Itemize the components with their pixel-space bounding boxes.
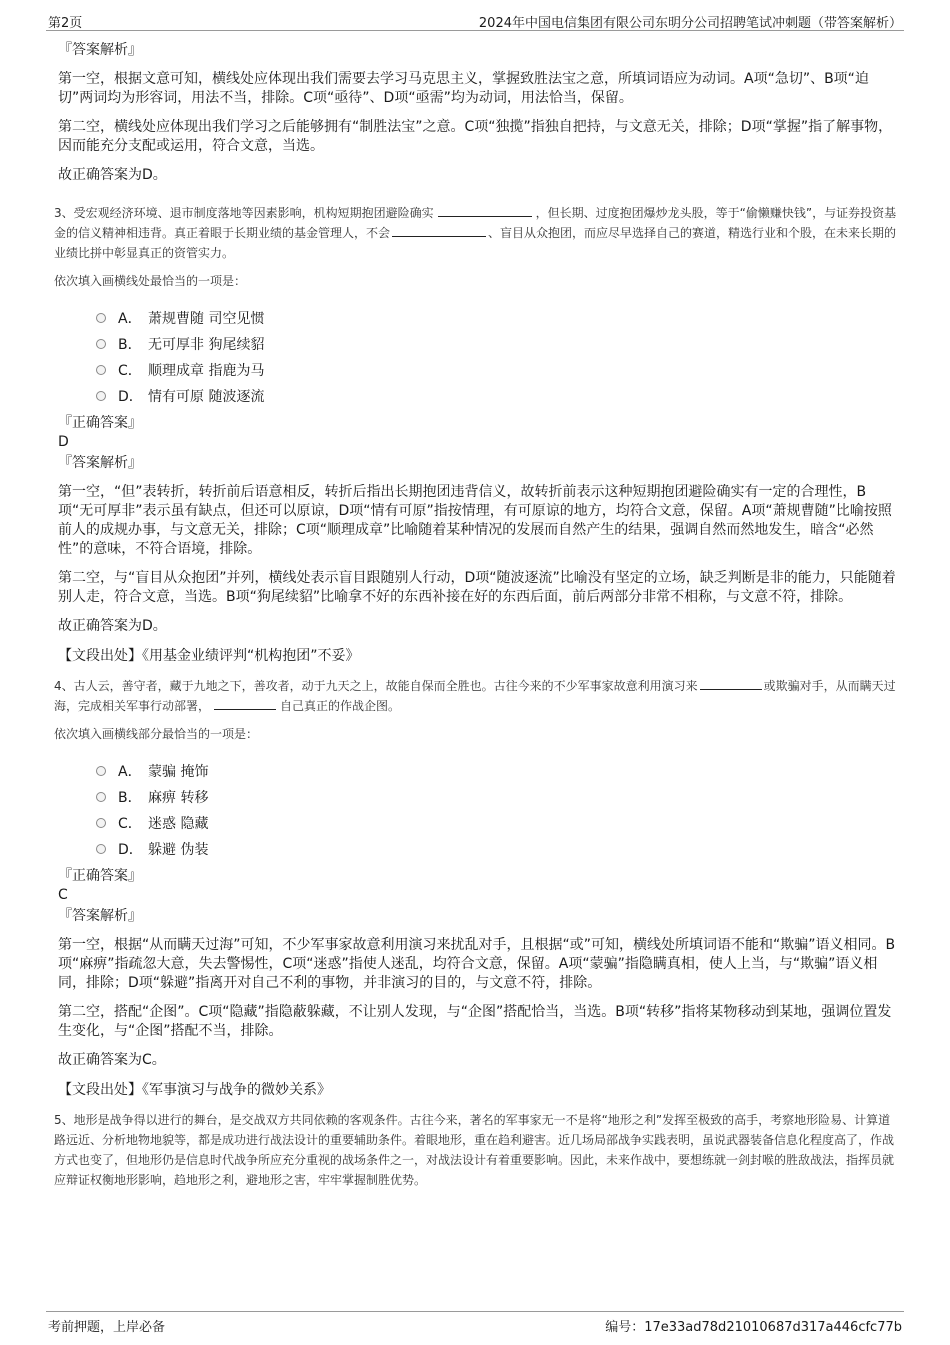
correct-answer-value: C (58, 887, 68, 903)
analysis-paragraph: 第二空，搭配“企图”。C项“隐藏”指隐蔽躲藏，不让别人发现，与“企图”搭配恰当，当选。B项“转移”指将某物移动到某地，强调位置发生变化，与“企图”搭配不当，排除。 (58, 1004, 892, 1039)
analysis-paragraph: 第二空，横线处应体现出我们学习之后能够拥有“制胜法宝”之意。C项“独揽”指独自把持，与文意无关，排除；D项“掌握”指了解事物，因而能充分支配或运用，符合文意，当选。 (58, 119, 893, 154)
radio-button[interactable] (96, 818, 106, 828)
blank-line (700, 677, 762, 690)
analysis-paragraph: 第一空，根据“从而瞒天过海”可知，不少军事家故意利用演习来扰乱对手，且根据“或”可知，横线处所填词语不能和“欺骗”语义相同。B项“麻痹”指疏忽大意，失去警惕性，C项“迷惑”指使人迷乱，均符合文意，保留。A项“蒙骗”指隐瞒真相，使人上当，与“欺骗”语义相同，排除；D项“躲避”指离开对自己不利的事物，并非演习的目的，与文意不符，排除。 (58, 937, 896, 991)
option-d[interactable]: D． 躲避 伪装 (96, 836, 898, 862)
radio-button[interactable] (96, 844, 106, 854)
radio-button[interactable] (96, 365, 106, 375)
radio-button[interactable] (96, 339, 106, 349)
radio-button[interactable] (96, 766, 106, 776)
option-c[interactable]: C． 迷惑 隐藏 (96, 810, 898, 836)
option-a[interactable]: A． 蒙骗 掩饰 (96, 758, 898, 784)
document-body (50, 40, 898, 1198)
correct-answer-value: D (58, 434, 69, 450)
radio-button[interactable] (96, 313, 106, 323)
radio-button[interactable] (96, 391, 106, 401)
question-4-options (96, 758, 898, 862)
question-4-text: 4、古人云，善守者，藏于九地之下，善攻者，动于九天之上，故能自保而全胜也。古往今来的不少军事家故意利用演习来 或欺骗对手，从而瞒天过海，完成相关军事行动部署， 自己真正的作战企图。 (54, 679, 896, 713)
correct-answer-heading: 『正确答案』 (58, 868, 142, 884)
page-number: 第2页 (48, 16, 83, 31)
analysis-conclusion: 故正确答案为D。 (58, 167, 167, 183)
option-b[interactable]: B． 无可厚非 狗尾续貂 (96, 331, 898, 357)
analysis-heading: 『答案解析』 (58, 42, 142, 58)
blank-line (438, 204, 532, 217)
document-title: 2024年中国电信集团有限公司东明分公司招聘笔试冲刺题（带答案解析） (478, 16, 902, 31)
analysis-heading: 『答案解析』 (58, 908, 142, 924)
option-c[interactable]: C． 顺理成章 指鹿为马 (96, 357, 898, 383)
question-3-text: 3、受宏观经济环境、退市制度落地等因素影响，机构短期抱团避险确实 ，但长期、过度抱团爆炒龙头股，等于“偷懒赚快钱”，与证券投资基金的信义精神相违背。真正着眼于长期业绩的基金管理人，不会 、盲目从众抱团，而应尽早选择自己的赛道，精选行业和个股，在未来长期的业绩比拼中彰显真正的资管实力。 (54, 206, 897, 260)
option-a[interactable]: A． 萧规曹随 司空见惯 (96, 305, 898, 331)
text-source: 【文段出处】《军事演习与战争的微妙关系》 (58, 1082, 331, 1098)
blank-line (214, 697, 276, 710)
option-b[interactable]: B． 麻痹 转移 (96, 784, 898, 810)
blank-line (392, 224, 486, 237)
page-header (46, 8, 904, 31)
page-footer (46, 1311, 904, 1336)
analysis-paragraph: 第一空，根据文意可知，横线处应体现出我们需要去学习马克思主义，掌握致胜法宝之意，所填词语应为动词。A项“急切”、B项“迫切”两词均为形容词，用法不当，排除。C项“亟待”、D项“亟需”均为动词，用法恰当，保留。 (58, 71, 869, 106)
analysis-conclusion: 故正确答案为C。 (58, 1052, 166, 1068)
analysis-paragraph: 第一空，“但”表转折，转折前后语意相反，转折后指出长期抱团违背信义，故转折前表示这种短期抱团避险确实有一定的合理性，B项“无可厚非”表示虽有缺点，但还可以原谅，D项“情有可原”指按情理，有可原谅的地方，均符合文意，保留。A项“萧规曹随”比喻按照前人的成规办事，与文意无关，排除；C项“顺理成章”比喻随着某种情况的发展而自然产生的结果，强调自然而然地发生，暗含“必然性”的意味，不符合语境，排除。 (58, 484, 892, 557)
question-3-options (96, 305, 898, 409)
correct-answer-heading: 『正确答案』 (58, 415, 142, 431)
option-d[interactable]: D． 情有可原 随波逐流 (96, 383, 898, 409)
document-id: 编号：17e33ad78d21010687d317a446cfc77b (605, 1320, 902, 1335)
analysis-heading: 『答案解析』 (58, 455, 142, 471)
footer-slogan: 考前押题，上岸必备 (48, 1320, 166, 1335)
radio-button[interactable] (96, 792, 106, 802)
question-3-prompt: 依次填入画横线处最恰当的一项是： (54, 274, 247, 288)
analysis-conclusion: 故正确答案为D。 (58, 618, 167, 634)
question-4-prompt: 依次填入画横线部分最恰当的一项是： (54, 727, 259, 741)
text-source: 【文段出处】《用基金业绩评判“机构抱团”不妥》 (58, 648, 360, 664)
question-5-text: 5、地形是战争得以进行的舞台，是交战双方共同依赖的客观条件。古往今来，著名的军事家无一不是将“地形之利”发挥至极致的高手，考察地形险易、计算道路远近、分析地物地貌等，都是成功进行战法设计的重要辅助条件。着眼地形，重在趋利避害。近几场局部战争实践表明，虽说武器装备信息化程度高了，作战方式也变了，但地形仍是信息时代战争所应充分重视的战场条件之一，对战法设计有着重要影响。因此，未来作战中，要想练就一剑封喉的胜敌战法，指挥员就应辩证权衡地形影响，趋地形之利，避地形之害，牢牢掌握制胜优势。 (54, 1113, 895, 1187)
analysis-paragraph: 第二空，与“盲目从众抱团”并列，横线处表示盲目跟随别人行动，D项“随波逐流”比喻没有坚定的立场，缺乏判断是非的能力，只能随着别人走，符合文意，当选。B项“狗尾续貂”比喻拿不好的东西补接在好的东西后面，前后两部分非常不相称，与文意不符，排除。 (58, 570, 896, 605)
